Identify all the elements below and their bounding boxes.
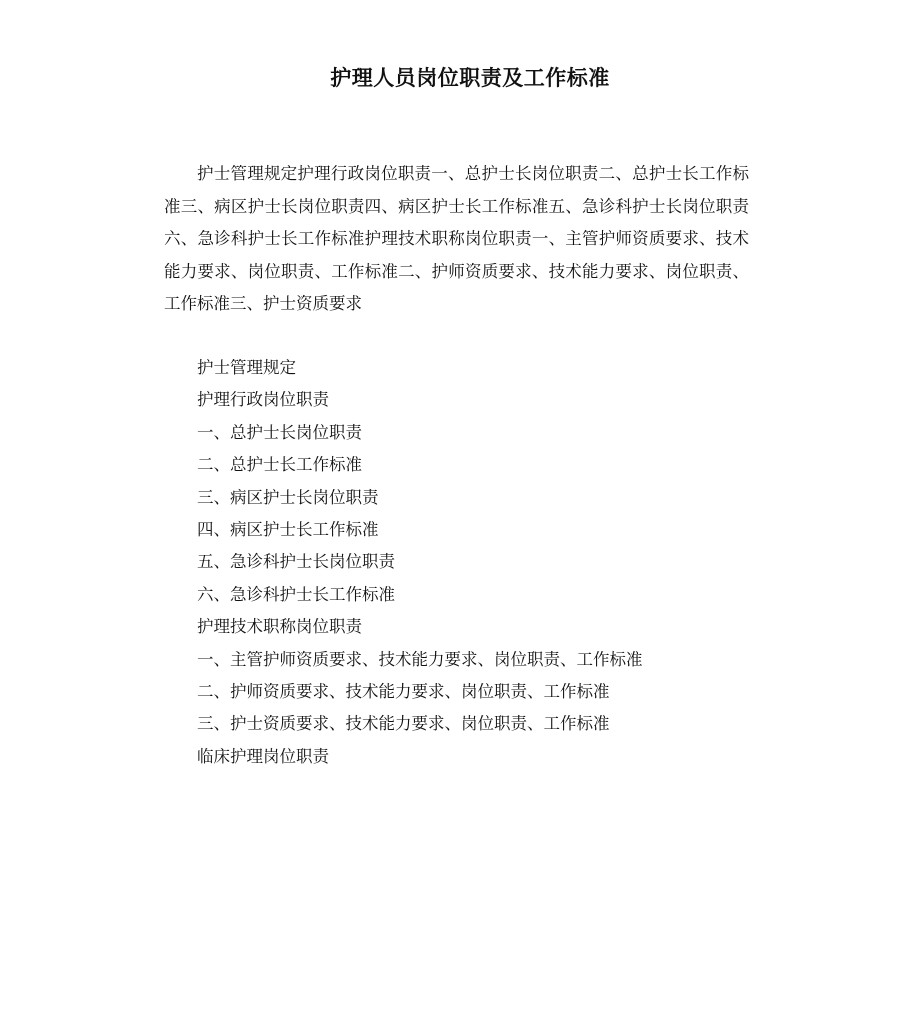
intro-paragraph: 护士管理规定护理行政岗位职责一、总护士长岗位职责二、总护士长工作标准三、病区护士长岗位职责四、病区护士长工作标准五、急诊科护士长岗位职责六、急诊科护士长工作标准护理技术职称岗位职责一、主管护师资质要求、技术能力要求、岗位职责、工作标准二、护师资质要求、技术能力要求、岗位职责、工作标准三、护士资质要求 [164, 164, 749, 314]
table-of-contents [197, 352, 643, 773]
toc-item: 五、急诊科护士长岗位职责 [197, 552, 395, 572]
toc-item: 临床护理岗位职责 [197, 746, 329, 766]
toc-item: 护理技术职称岗位职责 [197, 617, 362, 637]
toc-item: 二、总护士长工作标准 [197, 455, 362, 475]
toc-item: 一、主管护师资质要求、技术能力要求、岗位职责、工作标准 [197, 649, 643, 669]
toc-item: 三、护士资质要求、技术能力要求、岗位职责、工作标准 [197, 714, 610, 734]
document-title: 护理人员岗位职责及工作标准 [330, 66, 610, 90]
toc-item: 三、病区护士长岗位职责 [197, 487, 379, 507]
toc-item: 护士管理规定 [197, 358, 296, 377]
toc-item: 二、护师资质要求、技术能力要求、岗位职责、工作标准 [197, 682, 610, 702]
toc-item: 四、病区护士长工作标准 [197, 520, 379, 540]
toc-item: 六、急诊科护士长工作标准 [197, 584, 395, 604]
toc-item: 一、总护士长岗位职责 [197, 422, 362, 442]
toc-item: 护理行政岗位职责 [197, 390, 329, 410]
